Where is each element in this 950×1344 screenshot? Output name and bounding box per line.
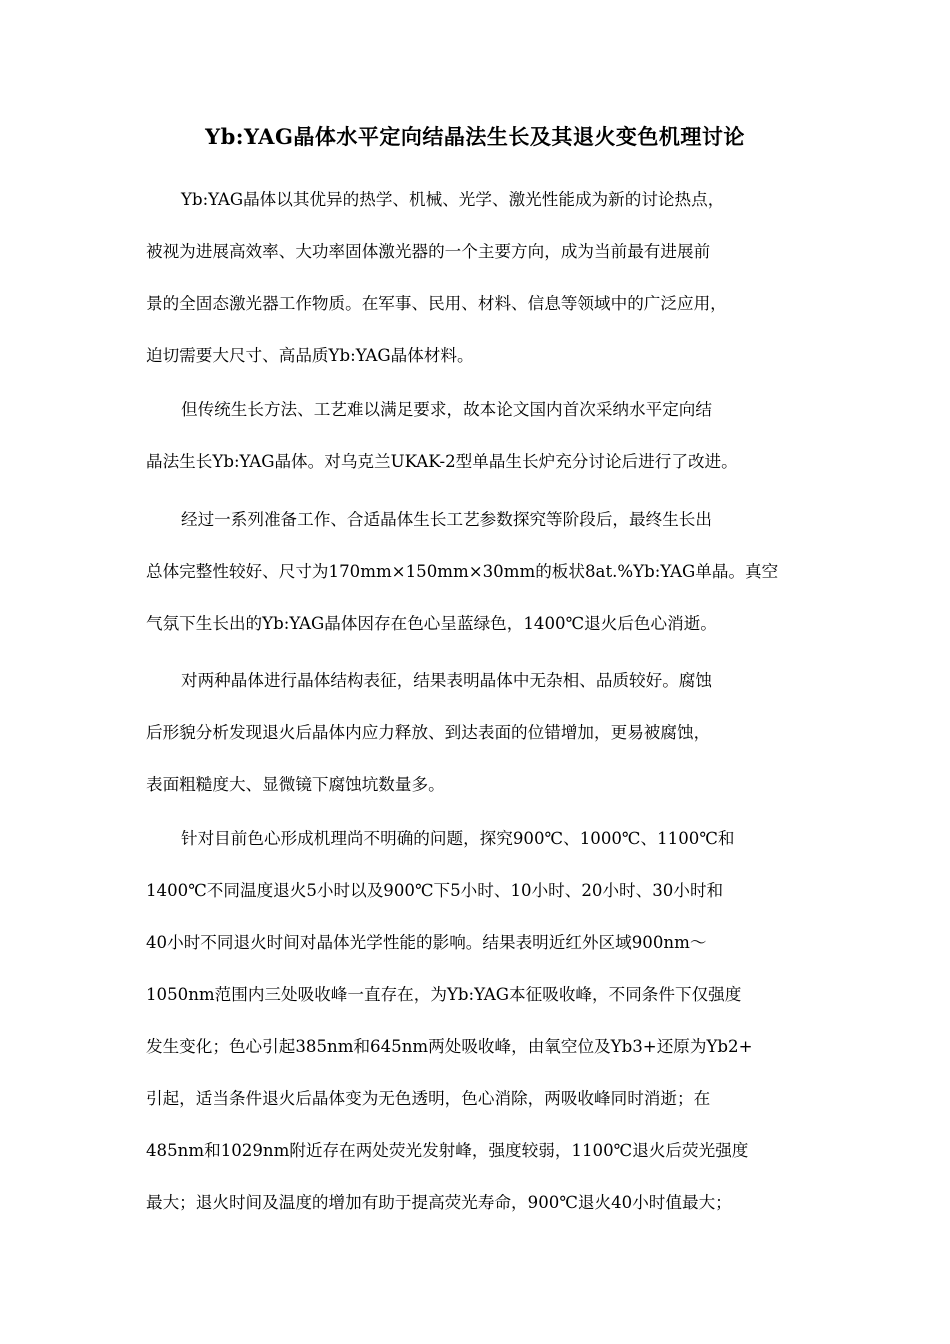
paragraph-line: 表面粗糙度大、显微镜下腐蚀坑数量多。 <box>146 775 445 794</box>
paragraph-line: 迫切需要大尺寸、高品质Yb:YAG晶体材料。 <box>146 346 474 365</box>
paragraph-3 <box>146 494 812 650</box>
paragraph-line: 被视为进展高效率、大功率固体激光器的一个主要方向，成为当前最有进展前 <box>146 242 711 261</box>
paragraph-line: 引起，适当条件退火后晶体变为无色透明，色心消除，两吸收峰同时消逝；在 <box>146 1089 711 1108</box>
paragraph-line: 经过一系列准备工作、合适晶体生长工艺参数探究等阶段后，最终生长出 <box>181 510 712 529</box>
paragraph-line: 485nm和1029nm附近存在两处荧光发射峰，强度较弱，1100℃退火后荧光强度 <box>146 1141 749 1160</box>
paragraph-2 <box>146 384 812 488</box>
paragraph-line: 对两种晶体进行晶体结构表征，结果表明晶体中无杂相、品质较好。腐蚀 <box>181 671 712 690</box>
paragraph-line: 但传统生长方法、工艺难以满足要求，故本论文国内首次采纳水平定向结 <box>181 400 712 419</box>
paragraph-line: 发生变化；色心引起385nm和645nm两处吸收峰，由氧空位及Yb3+还原为Yb2+ <box>146 1037 753 1056</box>
paragraph-line: 晶法生长Yb:YAG晶体。对乌克兰UKAK-2型单晶生长炉充分讨论后进行了改进。 <box>146 452 738 471</box>
paragraph-line: 1400℃不同温度退火5小时以及900℃下5小时、10小时、20小时、30小时和 <box>146 881 724 900</box>
paragraph-line: 针对目前色心形成机理尚不明确的问题，探究900℃、1000℃、1100℃和 <box>181 829 735 848</box>
paragraph-line: 40小时不同退火时间对晶体光学性能的影响。结果表明近红外区域900nm～ <box>146 933 707 952</box>
paragraph-line: Yb:YAG晶体以其优异的热学、机械、光学、激光性能成为新的讨论热点， <box>181 190 725 209</box>
paragraph-line: 景的全固态激光器工作物质。在军事、民用、材料、信息等领域中的广泛应用， <box>146 294 727 313</box>
paragraph-5 <box>146 813 812 1229</box>
paragraph-line: 最大；退火时间及温度的增加有助于提高荧光寿命，900℃退火40小时值最大； <box>146 1193 732 1212</box>
paragraph-line: 后形貌分析发现退火后晶体内应力释放、到达表面的位错增加，更易被腐蚀， <box>146 723 711 742</box>
paragraph-4 <box>146 655 812 811</box>
paragraph-line: 1050nm范围内三处吸收峰一直存在，为Yb:YAG本征吸收峰，不同条件下仅强度 <box>146 985 742 1004</box>
document-title: Yb:YAG晶体水平定向结晶法生长及其退火变色机理讨论 <box>205 124 745 149</box>
paragraph-1 <box>146 174 812 382</box>
paragraph-line: 气氛下生长出的Yb:YAG晶体因存在色心呈蓝绿色，1400℃退火后色心消逝。 <box>146 614 717 633</box>
paragraph-line: 总体完整性较好、尺寸为170mm×150mm×30mm的板状8at.%Yb:YAG单晶。真空 <box>146 562 779 581</box>
